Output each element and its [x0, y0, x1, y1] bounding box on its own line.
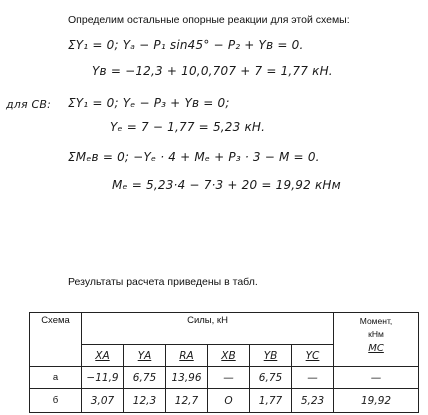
row-scheme-b: б: [30, 389, 82, 413]
table-cell: —: [208, 367, 250, 389]
header-scheme: Схема: [30, 313, 82, 367]
subheader-yb: YВ: [250, 345, 292, 367]
table-cell: 1,77: [250, 389, 292, 413]
table-row: [30, 367, 419, 389]
subheader-yc: YС: [292, 345, 334, 367]
subheader-xa: XА: [82, 345, 124, 367]
header-moment-line2: кНм: [368, 328, 384, 339]
table-row: [30, 389, 419, 413]
header-moment-line1: Момент,: [359, 316, 393, 326]
table-cell: 3,07: [82, 389, 124, 413]
table-cell: 12,7: [166, 389, 208, 413]
equation-sum-m: ΣMₑв = 0; −Yₑ · 4 + Mₑ + P₃ · 3 − M = 0.: [68, 150, 320, 164]
section-heading: Определим остальные опорные реакции для этой схемы:: [68, 14, 350, 26]
table-cell: 19,92: [334, 389, 419, 413]
equation-sum-y-2: ΣY₁ = 0; Yₑ − P₃ + Yв = 0;: [68, 96, 230, 110]
equation-yc-result: Yₑ = 7 − 1,77 = 5,23 кН.: [110, 120, 266, 134]
table-cell: —: [334, 367, 419, 389]
side-label-cb: для СВ:: [6, 98, 52, 111]
equation-mc-result: Mₑ = 5,23·4 − 7·3 + 20 = 19,92 кНм: [112, 178, 341, 192]
table-cell: O: [208, 389, 250, 413]
equation-sum-y-1: ΣY₁ = 0; Yₐ − P₁ sin45° − P₂ + Yв = 0.: [68, 38, 304, 52]
table-cell: 6,75: [124, 367, 166, 389]
table-cell: —: [292, 367, 334, 389]
equation-yb-result: Yв = −12,3 + 10,0,707 + 7 = 1,77 кН.: [92, 64, 333, 78]
results-table: [29, 312, 419, 413]
header-moment: [334, 313, 419, 367]
table-cell: 12,3: [124, 389, 166, 413]
table-cell: 13,96: [166, 367, 208, 389]
subheader-mc: MС: [368, 342, 384, 354]
row-scheme-a: а: [30, 367, 82, 389]
subheader-ra: RА: [166, 345, 208, 367]
table-cell: −11,9: [82, 367, 124, 389]
results-caption: Результаты расчета приведены в табл.: [68, 276, 258, 288]
subheader-xb: XВ: [208, 345, 250, 367]
table-cell: 6,75: [250, 367, 292, 389]
header-forces: Силы, кН: [82, 313, 334, 345]
subheader-ya: YА: [124, 345, 166, 367]
table-cell: 5,23: [292, 389, 334, 413]
